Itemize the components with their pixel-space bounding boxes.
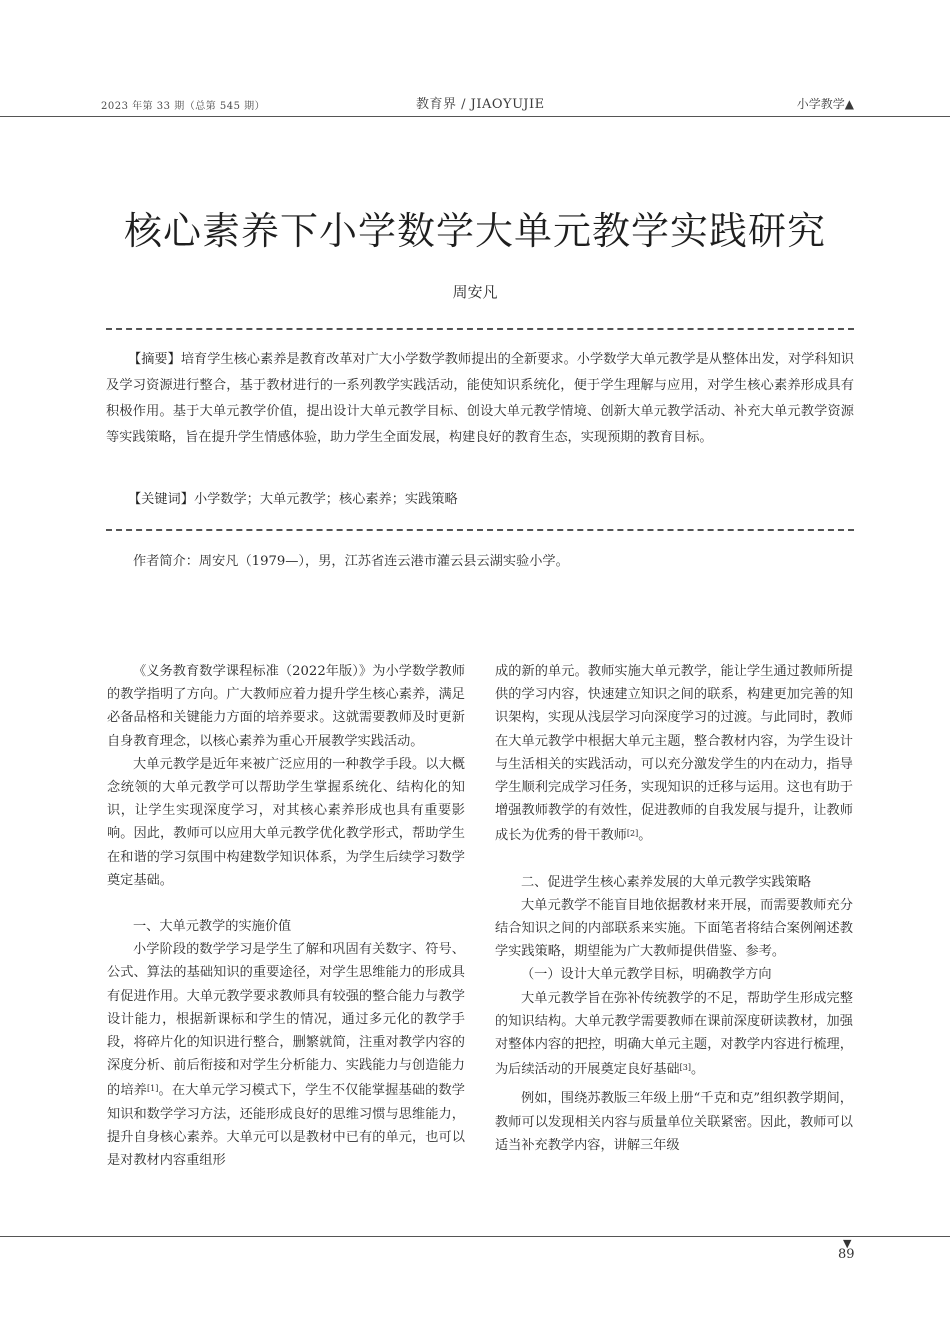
abstract-label: 【摘要】 (128, 352, 181, 367)
keywords-label: 【关键词】 (128, 492, 194, 507)
abstract-text: 培育学生核心素养是教育改革对广大小学数学教师提出的全新要求。小学数学大单元教学是从整体出发，对学科知识及学习资源进行整合，基于教材进行的一系列教学实践活动，能使知识系统化，便于学生理解与应用，对学生核心素养形成具有积极作用。基于大单元教学价值，提出设计大单元教学目标、创设大单元教学情境、创新大单元教学活动、补充大单元教学资源等实践策略，旨在提升学生情感体验，助力学生全面发展，构建良好的教育生态，实现预期的教育目标。 (106, 352, 854, 445)
issue-info: 2023 年第 33 期（总第 545 期） (101, 101, 266, 112)
paragraph: 成的新的单元。教师实施大单元教学，能让学生通过教师所提供的学习内容，快速建立知识之间的联系，构建更加完善的知识架构，实现从浅层学习向深度学习的过渡。与此同时，教师在大单元教学中根据大单元主题，整合教材内容，为学生设计与生活相关的实践活动，可以充分激发学生的内在动力，指导学生顺利完成学习任务，实现知识的迁移与运用。这也有助于增强教师教学的有效性，促进教师的自我发展与提升，让教师成长为优秀的骨干教师[2]。 (495, 664, 853, 844)
paragraph: 小学阶段的数学学习是学生了解和巩固有关数字、符号、公式、算法的基础知识的重要途径，对学生思维能力的形成具有促进作用。大单元教学要求教师具有较强的整合能力与教学设计能力，根据新课标和学生的情况，通过多元化的教学手段，将碎片化的知识进行整合，删繁就简，注重对教学内容的深度分析、前后衔接和对学生分析能力、实践能力与创造能力的培养[1]。在大单元学习模式下，学生不仅能掌握基础的数学知识和数学学习方法，还能形成良好的思维习惯与思维能力，提升自身核心素养。大单元可以是教材中已有的单元，也可以是对教材内容重组形 (107, 942, 465, 1169)
keywords-text: 小学数学；大单元教学；核心素养；实践策略 (193, 492, 458, 507)
author-bio: 作者简介：周安凡（1979—），男，江苏省连云港市灌云县云湖实验小学。 (133, 554, 569, 569)
paragraph: 例如，围绕苏教版三年级上册“千克和克”组织教学期间，教师可以发现相关内容与质量单位关联紧密。因此，教师可以适当补充教学内容，讲解三年级 (495, 1091, 853, 1153)
header-divider (0, 116, 950, 117)
abstract (106, 347, 854, 451)
section-heading: 二、促进学生核心素养发展的大单元教学实践策略 (521, 874, 812, 890)
right-column (495, 660, 853, 1157)
journal-name: 教育界 / JIAOYUJIE (416, 97, 545, 112)
footer-divider (0, 1236, 950, 1237)
keywords (128, 487, 854, 513)
page-marker-icon: ▼ (843, 1237, 852, 1250)
article-title: 核心素养下小学数学大单元教学实践研究 (123, 209, 826, 253)
abstract-bottom-divider (106, 529, 854, 531)
abstract-top-divider (106, 328, 854, 330)
citation: [1] (147, 1084, 159, 1094)
subsection-heading: （一）设计大单元教学目标，明确教学方向 (521, 967, 772, 983)
section-heading: 一、大单元教学的实施价值 (133, 919, 292, 935)
citation: [3] (679, 1063, 691, 1073)
paragraph: 大单元教学旨在弥补传统教学的不足，帮助学生形成完整的知识结构。大单元教学需要教师在课前深度研读教材，加强对整体内容的把控，明确大单元主题，对教学内容进行梳理，为后续活动的开展奠定良好基础[3]。 (495, 990, 853, 1078)
section-name: 小学教学▲ (796, 97, 854, 111)
paragraph: 大单元教学不能盲目地依据教材来开展，而需要教师充分结合知识之间的内部联系来实施。下面笔者将结合案例阐述教学实践策略，期望能为广大教师提供借鉴、参考。 (495, 897, 853, 960)
paragraph: 《义务教育数学课程标准（2022年版）》为小学数学教师的教学指明了方向。广大教师应着力提升学生核心素养，满足必备品格和关键能力方面的培养要求。这就需要教师及时更新自身教育理念，以核心素养为重心开展教学实践活动。 (107, 664, 465, 749)
page-number: 89 (838, 1247, 855, 1262)
article-author: 周安凡 (452, 283, 498, 301)
citation: [2] (626, 829, 639, 839)
left-column (107, 660, 465, 1172)
paragraph: 大单元教学是近年来被广泛应用的一种教学手段。以大概念统领的大单元教学可以帮助学生掌握系统化、结构化的知识，让学生实现深度学习，对其核心素养形成也具有重要影响。因此，教师可以应用大单元教学优化教学形式，帮助学生在和谐的学习氛围中构建数学知识体系，为学生后续学习数学奠定基础。 (107, 756, 465, 888)
